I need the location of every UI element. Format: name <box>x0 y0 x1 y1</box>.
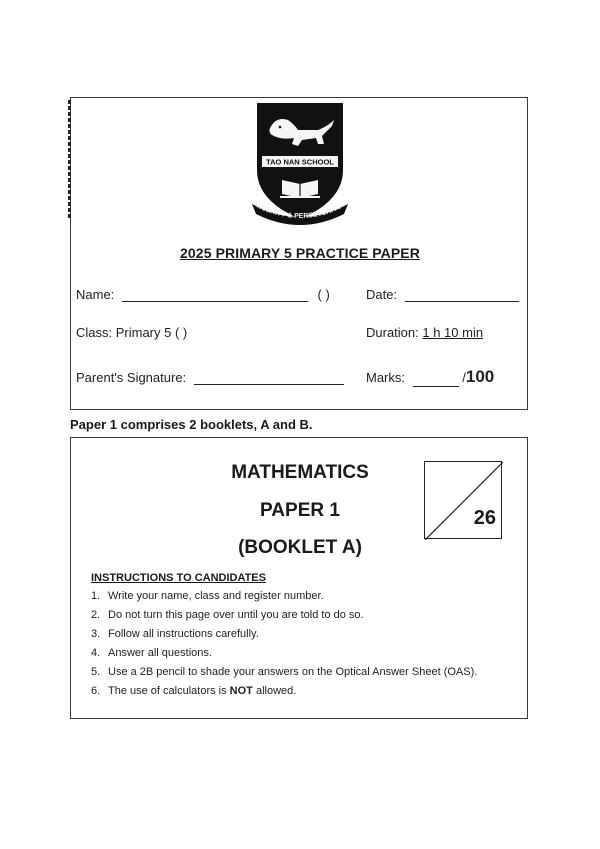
marks-total: 100 <box>465 367 495 386</box>
name-line[interactable] <box>122 289 308 302</box>
duration-value: 1 h 10 min <box>422 325 484 340</box>
crest-motto: NCERITY & PERSEVERAN <box>255 202 342 221</box>
instruction-item: 5. Use a 2B pencil to shade your answers on the Optical Answer Sheet (OAS). <box>91 666 478 678</box>
date-field[interactable] <box>366 287 519 302</box>
name-field[interactable] <box>76 287 330 302</box>
school-crest-logo <box>246 100 354 225</box>
paper-heading: PAPER 1 <box>260 500 340 521</box>
class-field <box>76 325 187 340</box>
date-line[interactable] <box>405 289 519 302</box>
signature-field[interactable] <box>76 370 344 385</box>
scan-artifact <box>68 100 71 220</box>
paper-title: 2025 PRIMARY 5 PRACTICE PAPER <box>180 245 420 261</box>
class-label: Class: Primary 5 ( ) <box>76 325 188 340</box>
signature-label: Parent's Signature: <box>76 370 187 385</box>
date-label: Date: <box>366 287 398 302</box>
duration-field <box>366 325 483 340</box>
signature-line[interactable] <box>194 372 344 385</box>
instruction-item: 4. Answer all questions. <box>91 647 212 659</box>
instruction-item: 3. Follow all instructions carefully. <box>91 628 259 640</box>
score-box[interactable] <box>424 461 502 539</box>
marks-label: Marks: <box>366 370 405 385</box>
duration-label: Duration: <box>366 325 419 340</box>
instruction-item: 1. Write your name, class and register number. <box>91 590 324 602</box>
booklet-heading: (BOOKLET A) <box>238 537 362 558</box>
instructions-title: INSTRUCTIONS TO CANDIDATES <box>91 572 266 584</box>
booklet-note: Paper 1 comprises 2 booklets, A and B. <box>70 417 313 432</box>
marks-field <box>366 367 494 387</box>
name-label: Name: <box>76 287 115 302</box>
score-box-total: 26 <box>473 507 496 529</box>
marks-slash: / <box>462 370 466 385</box>
instruction-item: 2. Do not turn this page over until you are told to do so. <box>91 609 364 621</box>
marks-line[interactable] <box>413 374 459 387</box>
crest-school-name: TAO NAN SCHOOL <box>266 157 334 167</box>
subject-heading: MATHEMATICS <box>231 462 369 483</box>
instruction-item: 6. The use of calculators is NOT allowed. <box>91 685 297 697</box>
register-number-paren: ( ) <box>317 287 330 302</box>
